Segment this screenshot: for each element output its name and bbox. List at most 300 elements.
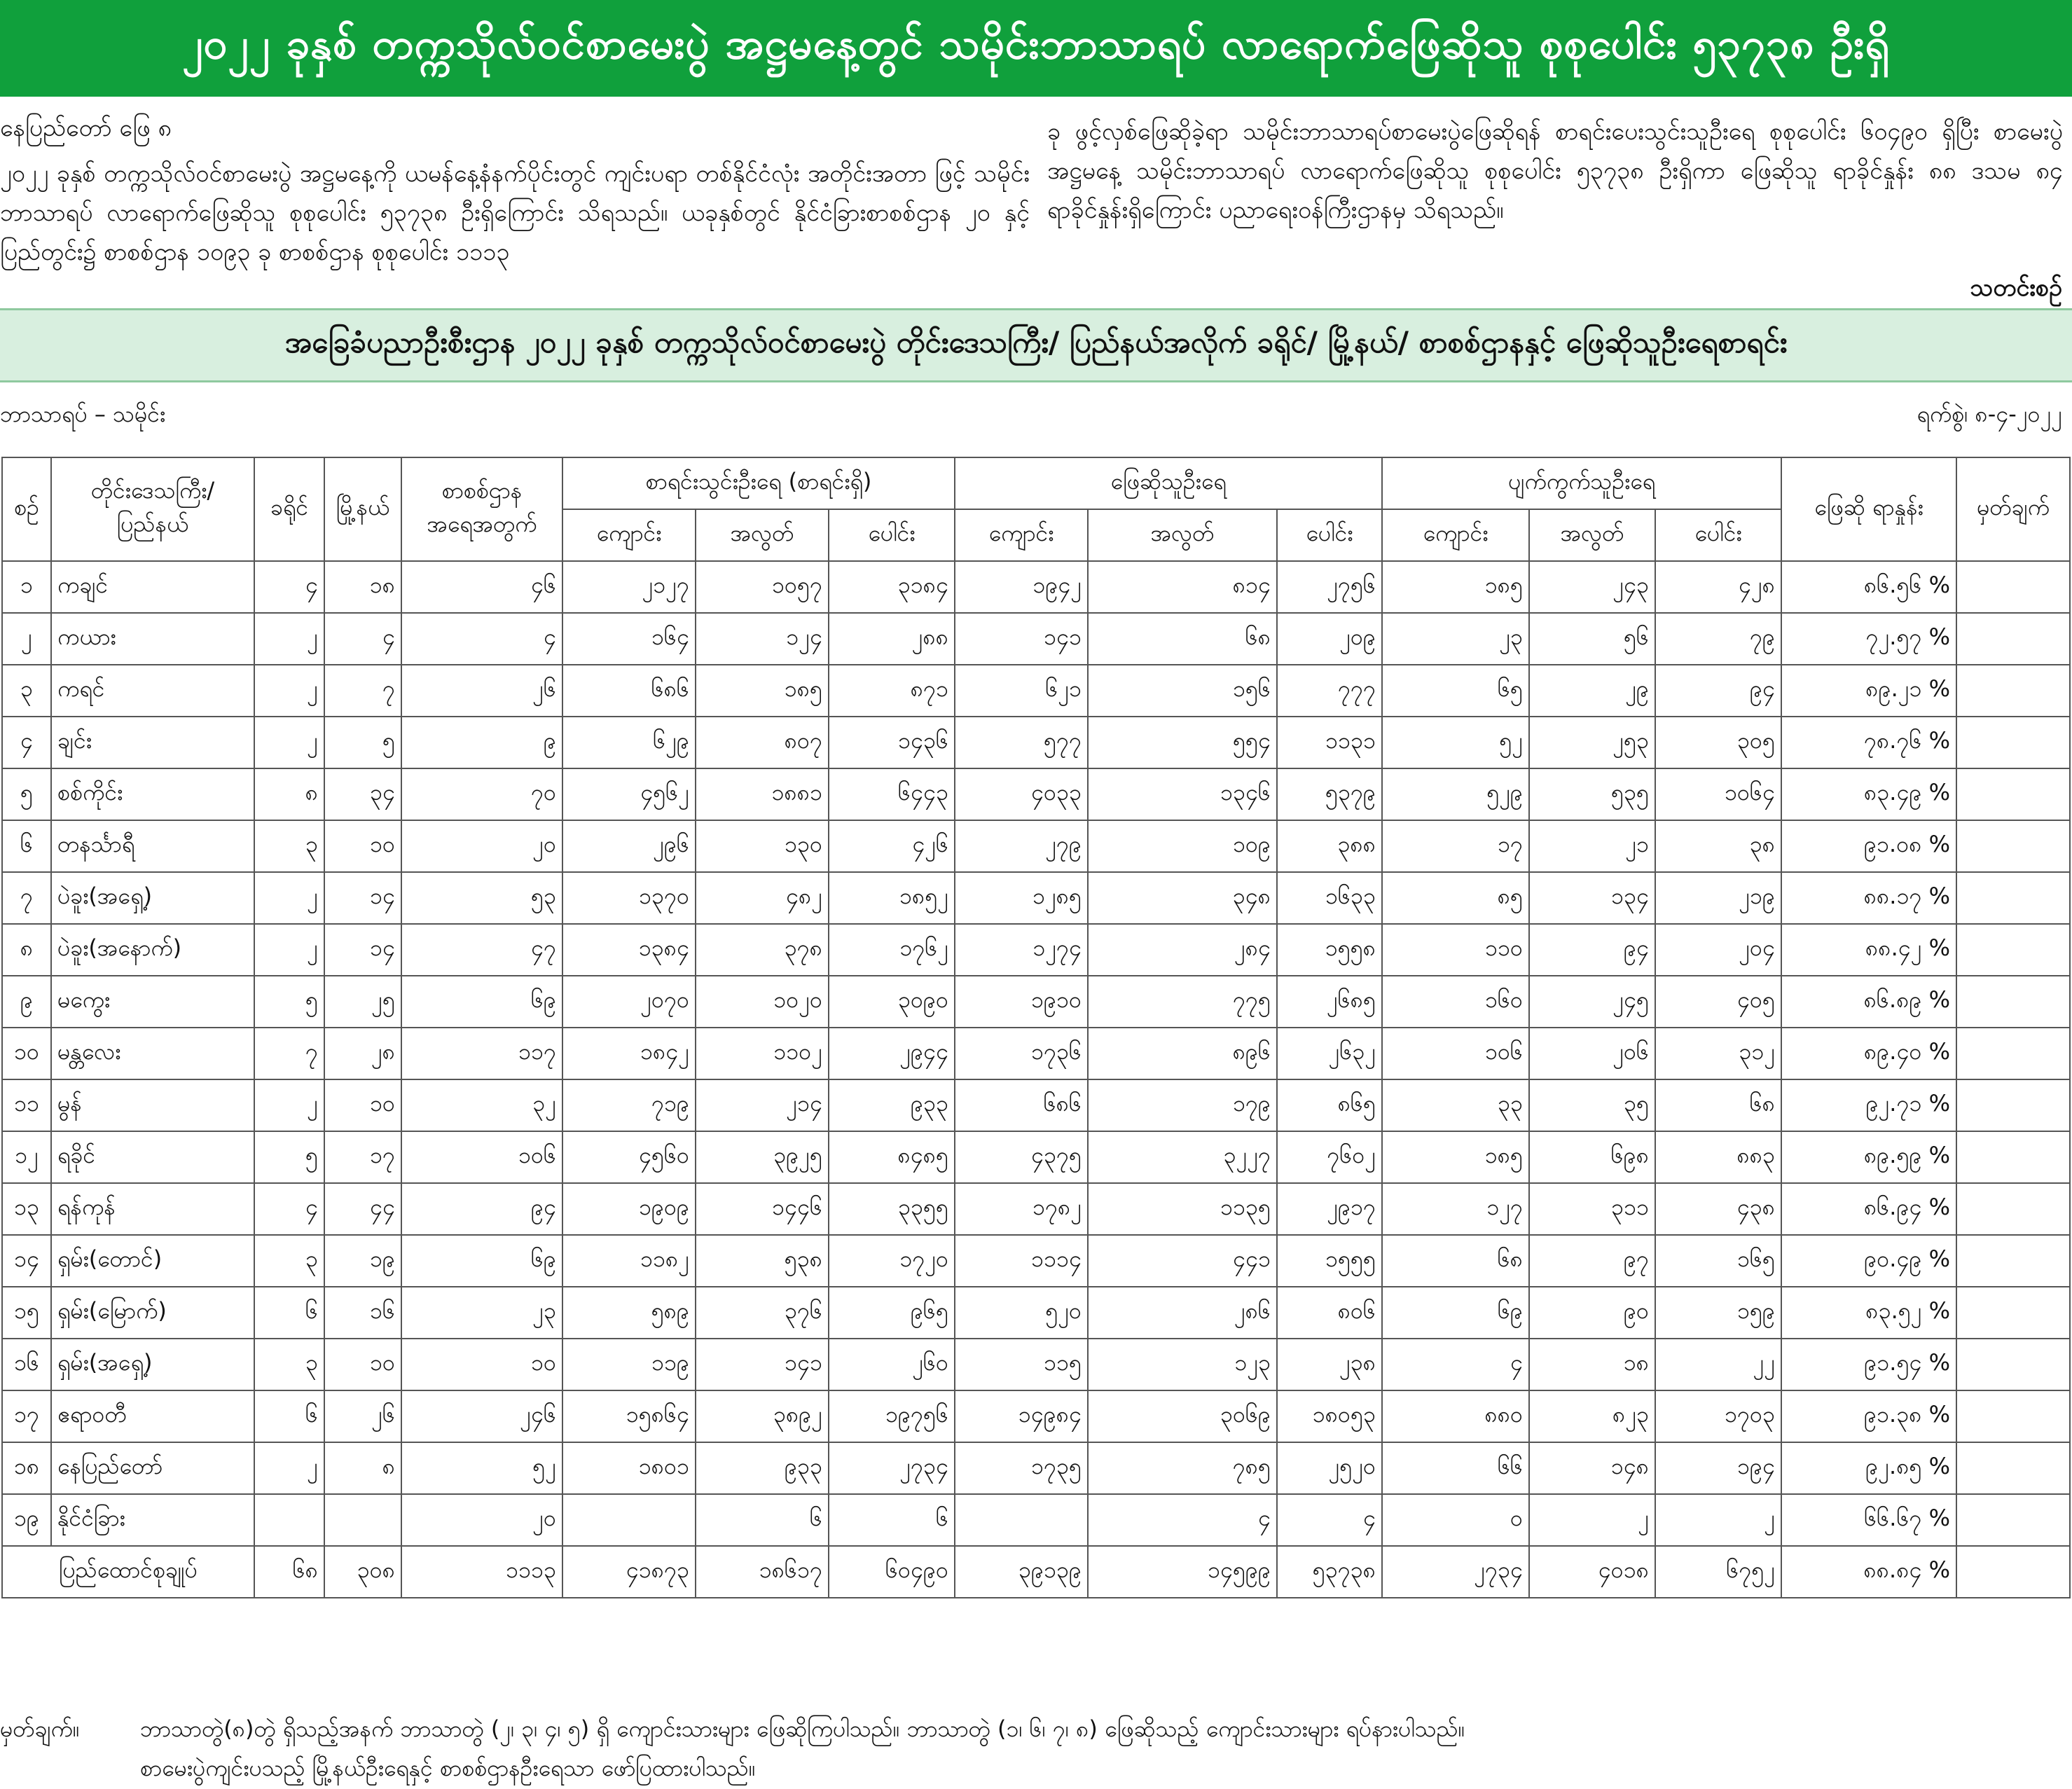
cell-percent: ၈၈.၁၇ % [1781,872,1956,924]
cell-district: ၈ [254,768,324,820]
cell-reg-total: ၈၇၁ [829,665,955,717]
cell-township: ၁၀ [324,1079,401,1131]
cell-reg-total: ၁၄၃၆ [829,717,955,768]
cell-township: ၇ [324,665,401,717]
cell-township: ၅ [324,717,401,768]
table-row [2,1028,2070,1079]
cell-sat-total: ၂၉၁၇ [1277,1183,1382,1235]
cell-reg-total: ၁၉၇၅၆ [829,1390,955,1442]
cell-reg-total: ၃၁၈၄ [829,561,955,613]
cell-abs-private: ၂၉ [1529,665,1655,717]
cell-region: မန္တလေး [51,1028,254,1079]
cell-township: ၂၈ [324,1028,401,1079]
cell-township: ၄ [324,613,401,665]
cell-percent: ၉၁.၃၈ % [1781,1390,1956,1442]
cell-sat-total: ၄ [1277,1494,1382,1546]
cell-sat-school: ၁၇၈၂ [955,1183,1088,1235]
cell-no: ၁၂ [2,1131,51,1183]
cell-sat-private: ၁၃၄၆ [1088,768,1277,820]
cell-reg-school: ၄၅၆၀ [562,1131,696,1183]
cell-percent: ၈၉.၂၁ % [1781,665,1956,717]
cell-district: ၂ [254,717,324,768]
cell-region: ကရင် [51,665,254,717]
cell-district: ၂ [254,613,324,665]
cell-sat-total: ၂၆၈၅ [1277,976,1382,1028]
cell-percent: ၉၁.၀၈ % [1781,820,1956,872]
header-sat: ဖြေဆိုသူဦးရေ [955,457,1382,509]
cell-remark [1956,665,2070,717]
cell-centers: ၉ [401,717,562,768]
cell-percent: ၇၂.၅၇ % [1781,613,1956,665]
cell-remark [1956,1494,2070,1546]
cell-centers: ၂၀ [401,1494,562,1546]
cell-sat-total: ၈၀၆ [1277,1287,1382,1339]
cell-no: ၁၁ [2,1079,51,1131]
table-row [2,1235,2070,1287]
cell-reg-school: ၂၁၂၇ [562,561,696,613]
total-cell-sat-total: ၅၃၇၃၈ [1277,1546,1382,1598]
cell-abs-total: ၄၀၅ [1655,976,1781,1028]
cell-reg-private: ၁၂၄ [696,613,829,665]
header-sat-private: အလွတ် [1088,509,1277,561]
cell-township: ၂၆ [324,1390,401,1442]
cell-percent: ၈၈.၄၂ % [1781,924,1956,976]
header-abs-total: ပေါင်း [1655,509,1781,561]
total-cell-reg-total: ၆၀၄၉၀ [829,1546,955,1598]
cell-abs-school: ၀ [1382,1494,1529,1546]
cell-reg-school: ၂၀၇၀ [562,976,696,1028]
cell-no: ၇ [2,872,51,924]
cell-reg-school: ၁၁၈၂ [562,1235,696,1287]
cell-remark [1956,561,2070,613]
notes-line-2: စာမေးပွဲကျင်းပသည့် မြို့နယ်ဦးရေနှင့် စာစစ်ဌာနဦးရေသာ ဖော်ပြထားပါသည်။ [140,1755,756,1781]
total-cell-sat-private: ၁၄၅၉၉ [1088,1546,1277,1598]
header-sat-school: ကျောင်း [955,509,1088,561]
cell-centers: ၂၀ [401,820,562,872]
cell-reg-private: ၁၄၁ [696,1339,829,1390]
cell-remark [1956,613,2070,665]
cell-sat-private: ၂၈၆ [1088,1287,1277,1339]
cell-district: ၂ [254,924,324,976]
cell-percent: ၈၆.၈၉ % [1781,976,1956,1028]
cell-abs-school: ၁၈၅ [1382,561,1529,613]
cell-sat-school: ၅၂၀ [955,1287,1088,1339]
cell-abs-school: ၂၃ [1382,613,1529,665]
cell-sat-total: ၅၃၇၉ [1277,768,1382,820]
cell-sat-school: ၁၂၈၅ [955,872,1088,924]
cell-sat-private: ၄၄၁ [1088,1235,1277,1287]
cell-centers: ၆၉ [401,976,562,1028]
cell-reg-private: ၅၃၈ [696,1235,829,1287]
table-row [2,768,2070,820]
cell-reg-school: ၁၈၀၁ [562,1442,696,1494]
cell-percent: ၉၁.၅၄ % [1781,1339,1956,1390]
cell-no: ၁၄ [2,1235,51,1287]
cell-abs-private: ၈၂၃ [1529,1390,1655,1442]
cell-percent: ၆၆.၆၇ % [1781,1494,1956,1546]
cell-district: ၆ [254,1390,324,1442]
cell-abs-private: ၂၁ [1529,820,1655,872]
cell-region: စစ်ကိုင်း [51,768,254,820]
subject-label: ဘာသာရပ် – သမိုင်း [0,401,166,427]
cell-region: ချင်း [51,717,254,768]
cell-reg-school: ၂၉၆ [562,820,696,872]
cell-reg-total: ၁၈၅၂ [829,872,955,924]
cell-centers: ၄၆ [401,561,562,613]
table-row [2,1494,2070,1546]
dateline: နေပြည်တော် ဖြေ ၈ [0,114,172,142]
cell-region: မွန် [51,1079,254,1131]
cell-percent: ၈၉.၄၀ % [1781,1028,1956,1079]
cell-reg-school: ၆၈၆ [562,665,696,717]
cell-township: ၁၈ [324,561,401,613]
total-cell-abs-school: ၂၇၃၄ [1382,1546,1529,1598]
cell-reg-private: ၁၀၅၇ [696,561,829,613]
cell-township: ၃၄ [324,768,401,820]
headline: ၂၀၂၂ ခုနှစ် တက္ကသိုလ်ဝင်စာမေးပွဲ အဋ္ဌမနေ့တွင် သမိုင်းဘာသာရပ် လာရောက်ဖြေဆိုသူ စုစုပေါင်း ၅၃၇၃၈ ဦးရှိ [182,20,1890,69]
total-cell-sat-school: ၃၉၁၃၉ [955,1546,1088,1598]
cell-remark [1956,1546,2070,1598]
header-sat-total: ပေါင်း [1277,509,1382,561]
cell-reg-total: ၃၃၅၅ [829,1183,955,1235]
total-row [2,1546,2070,1598]
cell-sat-school: ၁၄၁ [955,613,1088,665]
cell-remark [1956,1287,2070,1339]
cell-sat-total: ၂၆၃၂ [1277,1028,1382,1079]
cell-sat-total: ၈၆၅ [1277,1079,1382,1131]
cell-abs-total: ၁၅၉ [1655,1287,1781,1339]
cell-sat-school [955,1494,1088,1546]
cell-no: ၁၃ [2,1183,51,1235]
cell-abs-private: ၉၇ [1529,1235,1655,1287]
table-row [2,872,2070,924]
table-row [2,1339,2070,1390]
table-row [2,1183,2070,1235]
header-reg-private: အလွတ် [696,509,829,561]
cell-reg-total: ၂၇၃၄ [829,1442,955,1494]
cell-abs-total: ၂၁၉ [1655,872,1781,924]
cell-district: ၂ [254,665,324,717]
cell-centers: ၂၄၆ [401,1390,562,1442]
cell-remark [1956,717,2070,768]
header-no: စဉ် [2,457,51,561]
cell-centers: ၅၃ [401,872,562,924]
cell-remark [1956,1028,2070,1079]
cell-centers: ၁၁၇ [401,1028,562,1079]
cell-centers: ၉၄ [401,1183,562,1235]
cell-abs-school: ၁၁၀ [1382,924,1529,976]
cell-no: ၁၅ [2,1287,51,1339]
cell-region: နိုင်ငံခြား [51,1494,254,1546]
cell-reg-school: ၅၈၉ [562,1287,696,1339]
total-cell-centers: ၁၁၁၃ [401,1546,562,1598]
cell-region: ပဲခူး(အရှေ့) [51,872,254,924]
cell-reg-school [562,1494,696,1546]
cell-abs-total: ၆၈ [1655,1079,1781,1131]
cell-abs-school: ၁၂၇ [1382,1183,1529,1235]
cell-district: ၂ [254,1442,324,1494]
header-remark: မှတ်ချက် [1956,457,2070,561]
cell-abs-total: ၈၈၃ [1655,1131,1781,1183]
cell-percent: ၉၂.၈၅ % [1781,1442,1956,1494]
table-row [2,1131,2070,1183]
cell-remark [1956,1183,2070,1235]
cell-reg-private: ၃၇၈ [696,924,829,976]
cell-sat-total: ၇၇၇ [1277,665,1382,717]
cell-sat-total: ၁၁၃၁ [1277,717,1382,768]
cell-percent: ၈၆.၉၄ % [1781,1183,1956,1235]
cell-remark [1956,1390,2070,1442]
cell-abs-school: ၁၀၆ [1382,1028,1529,1079]
cell-reg-total: ၂၈၈ [829,613,955,665]
cell-abs-total: ၃၁၂ [1655,1028,1781,1079]
article-column-right: ခု ဖွင့်လှစ်ဖြေဆိုခဲ့ရာ သမိုင်းဘာသာရပ်စာမေးပွဲဖြေဆိုရန် စာရင်းပေးသွင်းသူဦးရေ စုစုပေါင်း ၆၀၄၉၀ ရှိပြီး စာမေးပွဲ အဋ္ဌမနေ့ သမိုင်းဘာသာရပ် လာရောက်ဖြေဆိုသူ စုစုပေါင်း ၅၃၇၃၈ ဦးရှိကာ ဖြေဆိုသူ ရာခိုင်နှုန်း ၈၈ ဒသမ ၈၄ ရာခိုင်နှုန်းရှိကြောင်း ပညာရေးဝန်ကြီးဌာနမှ သိရသည်။ [1047,118,2063,224]
cell-district: ၃ [254,820,324,872]
cell-township: ၁၀ [324,820,401,872]
cell-percent: ၇၈.၇၆ % [1781,717,1956,768]
cell-centers: ၁၀၆ [401,1131,562,1183]
cell-abs-total: ၁၇၀၃ [1655,1390,1781,1442]
cell-reg-private: ၁၁၀၂ [696,1028,829,1079]
cell-region: ကချင် [51,561,254,613]
cell-abs-school: ၈၅ [1382,872,1529,924]
cell-sat-private: ၃၀၆၉ [1088,1390,1277,1442]
cell-township: ၁၆ [324,1287,401,1339]
cell-abs-total: ၁၉၄ [1655,1442,1781,1494]
cell-district: ၅ [254,1131,324,1183]
table-row [2,1287,2070,1339]
cell-percent: ၉၀.၄၉ % [1781,1235,1956,1287]
cell-sat-private: ၂၈၄ [1088,924,1277,976]
cell-abs-private: ၁၃၄ [1529,872,1655,924]
cell-sat-total: ၂၅၂၀ [1277,1442,1382,1494]
cell-township: ၁၀ [324,1339,401,1390]
cell-reg-private: ၂၁၄ [696,1079,829,1131]
cell-township: ၁၇ [324,1131,401,1183]
cell-district: ၃ [254,1339,324,1390]
cell-region: မကွေး [51,976,254,1028]
cell-sat-total: ၁၅၅၈ [1277,924,1382,976]
table-row [2,613,2070,665]
cell-abs-school: ၅၂ [1382,717,1529,768]
cell-abs-total: ၄၂၈ [1655,561,1781,613]
cell-abs-school: ၁၈၅ [1382,1131,1529,1183]
cell-district: ၆ [254,1287,324,1339]
cell-abs-school: ၆၉ [1382,1287,1529,1339]
cell-sat-total: ၇၆၀၂ [1277,1131,1382,1183]
cell-reg-private: ၈၀၇ [696,717,829,768]
cell-abs-school: ၁၇ [1382,820,1529,872]
cell-abs-total: ၇၉ [1655,613,1781,665]
cell-abs-private: ၉၄ [1529,924,1655,976]
table-title: အခြေခံပညာဦးစီးဌာန ၂၀၂၂ ခုနှစ် တက္ကသိုလ်ဝင်စာမေးပွဲ တိုင်းဒေသကြီး/ ပြည်နယ်အလိုက် ခရိုင်/ မြို့နယ်/ စာစစ်ဌာနနှင့် ဖြေဆိုသူဦးရေစာရင်း [284,325,1788,359]
cell-sat-school: ၁၁၅ [955,1339,1088,1390]
cell-remark [1956,1235,2070,1287]
table-row [2,665,2070,717]
cell-sat-school: ၁၇၃၆ [955,1028,1088,1079]
cell-no: ၆ [2,820,51,872]
table-row [2,717,2070,768]
cell-sat-school: ၁၂၇၄ [955,924,1088,976]
cell-reg-total: ၂၉၄၄ [829,1028,955,1079]
cell-reg-school: ၁၉၀၉ [562,1183,696,1235]
cell-region: ရှမ်း(တောင်) [51,1235,254,1287]
cell-district [254,1494,324,1546]
headline-banner [0,0,2072,97]
table-row [2,924,2070,976]
cell-district: ၄ [254,561,324,613]
byline: သတင်းစဉ် [1970,274,2062,302]
cell-reg-school: ၇၁၉ [562,1079,696,1131]
cell-abs-school: ၆၈ [1382,1235,1529,1287]
total-cell-reg-private: ၁၈၆၁၇ [696,1546,829,1598]
cell-reg-private: ၆ [696,1494,829,1546]
cell-abs-school: ၅၂၉ [1382,768,1529,820]
cell-no: ၅ [2,768,51,820]
table-row [2,1442,2070,1494]
header-percent: ဖြေဆို ရာနှုန်း [1781,457,1956,561]
cell-reg-private: ၄၈၂ [696,872,829,924]
cell-reg-total: ၄၂၆ [829,820,955,872]
cell-sat-private: ၃၄၈ [1088,872,1277,924]
cell-percent: ၈၉.၅၉ % [1781,1131,1956,1183]
cell-no: ၁၀ [2,1028,51,1079]
cell-sat-total: ၂၀၉ [1277,613,1382,665]
header-abs-private: အလွတ် [1529,509,1655,561]
cell-remark [1956,976,2070,1028]
cell-remark [1956,1339,2070,1390]
cell-reg-private: ၉၃၃ [696,1442,829,1494]
cell-sat-total: ၁၅၅၅ [1277,1235,1382,1287]
cell-remark [1956,1079,2070,1131]
table-row [2,561,2070,613]
cell-reg-private: ၃၇၆ [696,1287,829,1339]
header-district: ခရိုင် [254,457,324,561]
total-cell-district: ၆၈ [254,1546,324,1598]
cell-township: ၄၄ [324,1183,401,1235]
cell-district: ၅ [254,976,324,1028]
cell-abs-private: ၃၁၁ [1529,1183,1655,1235]
cell-abs-total: ၄၃၈ [1655,1183,1781,1235]
cell-sat-private: ၆၈ [1088,613,1277,665]
cell-abs-private: ၃၅ [1529,1079,1655,1131]
total-cell-abs-private: ၄၀၁၈ [1529,1546,1655,1598]
cell-district: ၄ [254,1183,324,1235]
date-label: ရက်စွဲ၊ ၈-၄-၂၀၂၂ [1916,401,2062,427]
cell-remark [1956,1131,2070,1183]
table-row [2,1079,2070,1131]
cell-sat-school: ၄၀၃၃ [955,768,1088,820]
cell-reg-school: ၁၃၈၄ [562,924,696,976]
header-reg-school: ကျောင်း [562,509,696,561]
cell-sat-private: ၁၁၃၅ [1088,1183,1277,1235]
cell-remark [1956,924,2070,976]
total-cell-abs-total: ၆၇၅၂ [1655,1546,1781,1598]
cell-region: ကယား [51,613,254,665]
cell-reg-private: ၃၈၉၂ [696,1390,829,1442]
cell-reg-school: ၁၈၄၂ [562,1028,696,1079]
table-body [2,561,2070,1598]
cell-remark [1956,820,2070,872]
cell-sat-private: ၁၀၉ [1088,820,1277,872]
header-centers: စာစစ်ဌာန အရေအတွက် [401,457,562,561]
header-abs-school: ကျောင်း [1382,509,1529,561]
cell-sat-school: ၁၇၃၅ [955,1442,1088,1494]
cell-remark [1956,1442,2070,1494]
cell-reg-total: ၁၇၆၂ [829,924,955,976]
cell-abs-school: ၄ [1382,1339,1529,1390]
cell-abs-private: ၆၉၈ [1529,1131,1655,1183]
cell-sat-total: ၃၈၈ [1277,820,1382,872]
cell-no: ၁ [2,561,51,613]
notes-line-1: ဘာသာတွဲ(၈)တွဲ ရှိသည့်အနက် ဘာသာတွဲ (၂၊ ၃၊ ၄၊ ၅) ရှိ ကျောင်းသားများ ဖြေဆိုကြပါသည်။ ဘာသာတွဲ (၁၊ ၆၊ ၇၊ ၈) ဖြေဆိုသည့် ကျောင်းသားများ ရပ်နားပါသည်။ [140,1715,1465,1742]
cell-no: ၂ [2,613,51,665]
cell-sat-school: ၁၁၁၄ [955,1235,1088,1287]
cell-sat-school: ၁၉၁၀ [955,976,1088,1028]
cell-reg-total: ၃၀၉၀ [829,976,955,1028]
cell-abs-private: ၁၄၈ [1529,1442,1655,1494]
cell-sat-private: ၈၁၄ [1088,561,1277,613]
cell-abs-school: ၆၆ [1382,1442,1529,1494]
total-cell-reg-school: ၄၁၈၇၃ [562,1546,696,1598]
cell-reg-total: ၁၇၂၀ [829,1235,955,1287]
cell-abs-total: ၁၆၅ [1655,1235,1781,1287]
cell-reg-school: ၁၆၄ [562,613,696,665]
cell-abs-school: ၁၆၀ [1382,976,1529,1028]
cell-centers: ၅၂ [401,1442,562,1494]
cell-sat-private: ၃၂၂၇ [1088,1131,1277,1183]
cell-abs-private: ၁၈ [1529,1339,1655,1390]
cell-reg-private: ၁၈၈၁ [696,768,829,820]
cell-abs-private: ၂၄၃ [1529,561,1655,613]
cell-region: ဧရာဝတီ [51,1390,254,1442]
cell-remark [1956,768,2070,820]
table-row [2,820,2070,872]
cell-abs-total: ၉၄ [1655,665,1781,717]
cell-remark [1956,872,2070,924]
cell-sat-school: ၁၄၉၈၄ [955,1390,1088,1442]
cell-township: ၁၄ [324,924,401,976]
cell-region: ရှမ်း(အရှေ့) [51,1339,254,1390]
cell-abs-private: ၅၆ [1529,613,1655,665]
results-table [1,457,2071,1598]
cell-centers: ၄ [401,613,562,665]
cell-centers: ၇၀ [401,768,562,820]
cell-sat-private: ၇၇၅ [1088,976,1277,1028]
cell-no: ၁၉ [2,1494,51,1546]
cell-sat-private: ၈၉၆ [1088,1028,1277,1079]
cell-percent: ၉၂.၇၁ % [1781,1079,1956,1131]
cell-abs-total: ၃၈ [1655,820,1781,872]
cell-township: ၁၄ [324,872,401,924]
cell-sat-total: ၂၃၈ [1277,1339,1382,1390]
cell-township: ၁၉ [324,1235,401,1287]
cell-abs-private: ၅၃၅ [1529,768,1655,820]
cell-abs-private: ၂၄၅ [1529,976,1655,1028]
cell-sat-school: ၂၇၉ [955,820,1088,872]
cell-reg-school: ၁၅၈၆၄ [562,1390,696,1442]
table-row [2,1390,2070,1442]
header-township: မြို့နယ် [324,457,401,561]
header-row-1 [2,457,2070,509]
total-label: ပြည်ထောင်စုချုပ် [2,1546,254,1598]
cell-abs-private: ၉၀ [1529,1287,1655,1339]
cell-abs-total: ၂၂ [1655,1339,1781,1390]
cell-no: ၈ [2,924,51,976]
cell-township [324,1494,401,1546]
cell-abs-total: ၂ [1655,1494,1781,1546]
cell-reg-total: ၈၄၈၅ [829,1131,955,1183]
